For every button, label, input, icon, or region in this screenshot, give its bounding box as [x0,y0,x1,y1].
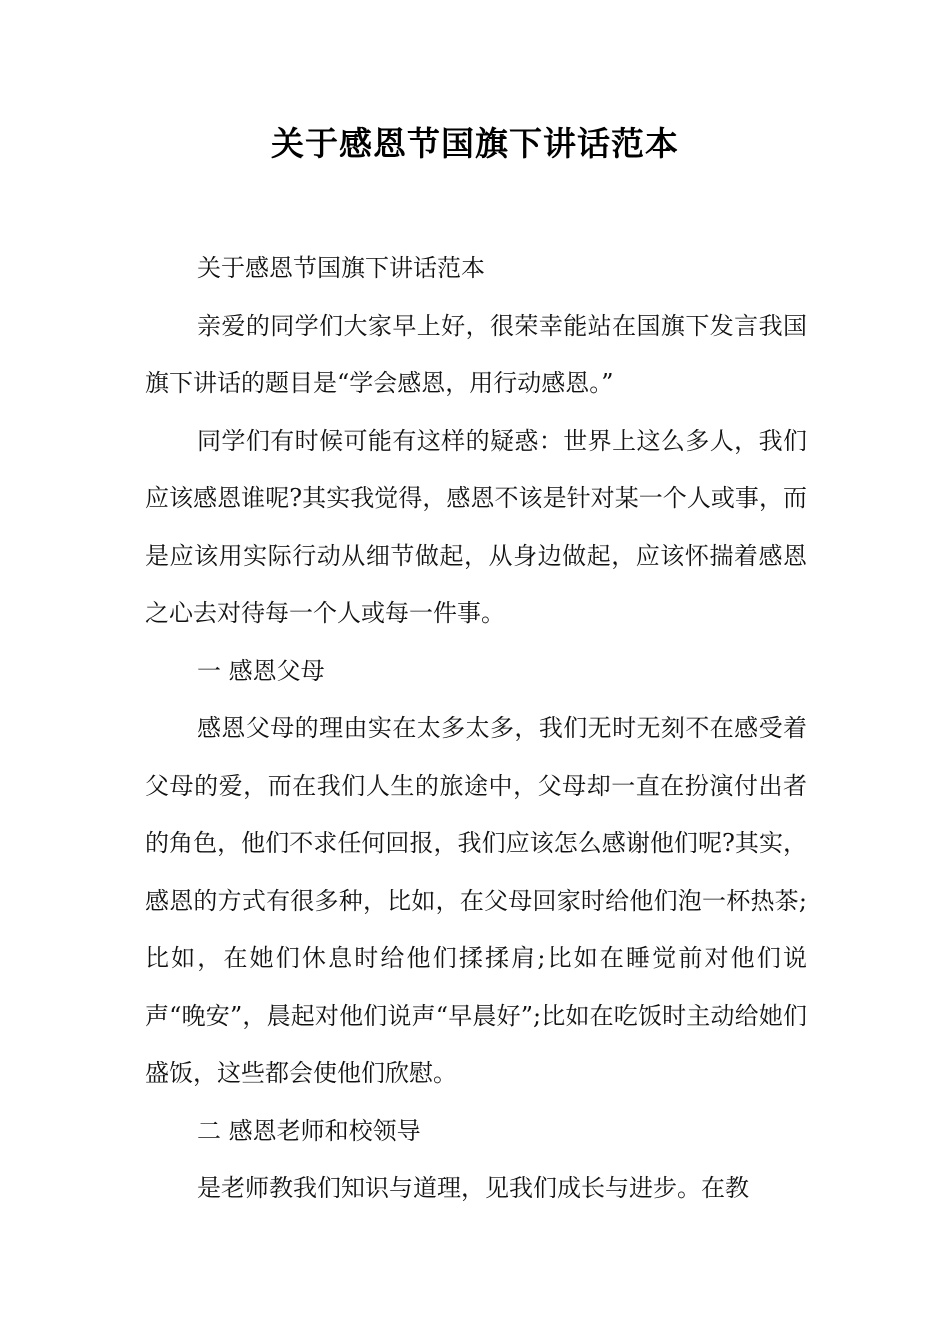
document-title: 关于感恩节国旗下讲话范本 [271,124,679,163]
section-heading-teachers: 二 感恩老师和校领导 [197,1116,421,1145]
paragraph-parents: 感恩父母的理由实在太多太多，我们无时无刻不在感受着父母的爱，而在我们人生的旅途中，父母却一直在扮演付出者的角色，他们不求任何回报，我们应该怎么感谢他们呢?其实，感恩的方式有很多种，比如，在父母回家时给他们泡一杯热茶;比如，在她们休息时给他们揉揉肩;比如在睡觉前对他们说声“晚安”，晨起对他们说声“早晨好”;比如在吃饭时主动给她们盛饭，这些都会使他们欣慰。 [145,714,807,1087]
document-body [145,240,807,1218]
paragraph-subtitle: 关于感恩节国旗下讲话范本 [197,254,485,282]
paragraph-greeting: 亲爱的同学们大家早上好，很荣幸能站在国旗下发言我国旗下讲话的题目是“学会感恩，用行动感恩。” [145,311,807,397]
section-heading-parents: 一 感恩父母 [197,656,325,685]
paragraph-teachers: 是老师教我们知识与道理，见我们成长与进步。在教 [197,1174,749,1202]
paragraph-question: 同学们有时候可能有这样的疑惑：世界上这么多人，我们应该感恩谁呢?其实我觉得，感恩不该是针对某一个人或事，而是应该用实际行动从细节做起，从身边做起，应该怀揣着感恩之心去对待每一个人或每一件事。 [145,426,807,627]
